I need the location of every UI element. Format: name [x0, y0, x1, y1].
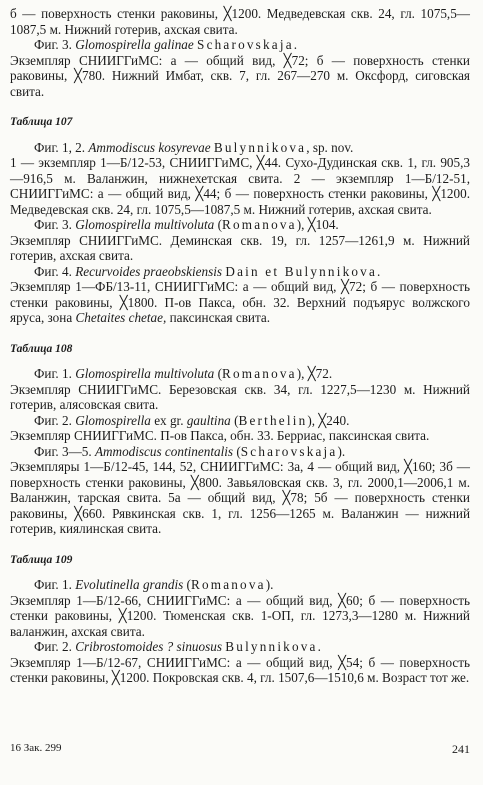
text-span: паксинская свита. — [166, 310, 271, 325]
taxon-name: Cribrostomoides ? sinuosus — [75, 639, 222, 654]
figure-caption — [10, 37, 470, 53]
text-span: Экземпляр 1—Б/12-66, СНИИГГиМС: а — общий вид, ╳60; б — поверхность стенки раковины, ╳1200. Тюменская скв. 1-ОП, гл. 1273,3—1280 м. Нижний валанжин, ахская свита. — [10, 592, 470, 639]
author-name: Scharovskaja — [197, 37, 294, 52]
text-span: ( — [214, 366, 222, 381]
text-span: Фиг. 3. — [34, 37, 76, 52]
figure-caption — [10, 217, 470, 233]
taxon-name: Chetaites chetae, — [75, 310, 167, 325]
specimen-description — [10, 155, 470, 217]
taxon-name: Glomospirella multivoluta — [75, 217, 215, 232]
figure-caption — [10, 140, 470, 156]
taxon-name: Recurvoides praeobskiensis — [75, 263, 223, 279]
text-span: Фиг. 4. — [34, 263, 76, 279]
text-span: ( — [230, 412, 239, 428]
text-span: ( — [233, 443, 241, 459]
text-span: . — [377, 263, 381, 279]
text-span: ), ╳104. — [296, 217, 339, 232]
text-span: Экземпляр 1—Б/12-67, СНИИГГиМС: а — общий вид, ╳54; б — поверхность стенки раковины, ╳1200. Покровская скв. 4, гл. 1507,6—1510,6 м. Возраст тот же. — [10, 654, 470, 685]
text-span: ), ╳72. — [296, 366, 333, 381]
text-span: ( — [183, 577, 191, 592]
taxon-name: Evolutinella grandis — [75, 577, 184, 592]
text-span: Экземпляр СНИИГГиМС: а — общий вид, ╳72; б — поверхность стенки раковины, ╳780. Нижний Имбат, скв. 7, гл. 267—270 м. Оксфорд, сиговская свита. — [10, 52, 470, 99]
text-span: Фиг. 1. — [34, 577, 76, 592]
text-span: Экземпляр СНИИГГиМС. Березовская скв. 34, гл. 1227,5—1230 м. Нижний готерив, алясовская свита. — [10, 381, 470, 412]
page-footer — [10, 742, 470, 758]
figure-caption — [10, 577, 470, 593]
figure-caption — [10, 264, 470, 280]
taxon-name: Glomospirella multivoluta — [75, 366, 215, 381]
specimen-description — [10, 279, 470, 326]
text-span: Фиг. 1. — [34, 366, 76, 381]
text-span: Экземпляр СНИИГГиМС. Деминская скв. 19, гл. 1257—1261,9 м. Нижний готерив, ахская свита. — [10, 232, 470, 263]
taxon-name: Ammodiscus kosyrevae — [88, 139, 211, 155]
text-span: Экземпляры 1—Б/12-45, 144, 52, СНИИГГиМС: 3а, 4 — общий вид, ╳160; 3б — поверхность стенки раковины, ╳800. Завьяловская скв. 3, гл. 2000,1—2006,1 м. Валанжин, тарская свита. 5а — общий вид, ╳78; 5б — поверхность стенки раковины, ╳660. Рявкинская скв. 1, гл. 1256—1265 м. Валанжин — нижний готерив, киялинская свита. — [10, 459, 470, 536]
taxon-name: Glomospirella galinae — [75, 37, 194, 52]
page-number: 241 — [452, 742, 470, 756]
text-span: ), ╳240. — [307, 412, 350, 428]
plate-heading: Таблица 108 — [10, 342, 73, 355]
taxon-name: gaultina — [186, 412, 231, 428]
author-name: Scharovskaja — [240, 443, 338, 459]
specimen-description — [10, 593, 470, 640]
specimen-description — [10, 655, 470, 686]
text-span: . — [293, 37, 298, 52]
text-span: ex gr. — [150, 412, 187, 428]
taxon-name: Ammodiscus continentalis — [94, 443, 234, 459]
author-name: Romanova — [221, 366, 297, 381]
specimen-description — [10, 382, 470, 413]
text-span: Экземпляр 1—ФБ/13-11, СНИИГГиМС: а — общий вид, ╳72; б — поверхность стенки раковины, ╳1800. П-ов Пакса, обн. 32. Верхний подъярус волжского яруса, зона — [10, 279, 470, 325]
text-span: . — [317, 639, 321, 654]
specimen-description — [10, 53, 470, 100]
figure-caption — [10, 639, 470, 655]
author-name: Romanova — [221, 217, 297, 232]
text-span: 1 — экземпляр 1—Б/12-53, СНИИГГиМС, ╳44. Сухо-Дудинская скв. 1, гл. 905,3—916,5 м. Валанжин, нижнехетская свита. 2 — экземпляр 1—Б/12-51, СНИИГГиМС: а — общий вид, ╳44; б — поверхность стенки раковины, ╳1200. Медведевская скв. 24, гл. 1075,5—1087,5 м. Нижний готерив, ахская свита. — [10, 155, 470, 217]
author-name: Dain et Bulynnikova — [225, 263, 378, 279]
text-span: ). — [265, 577, 274, 592]
specimen-description — [10, 428, 470, 444]
author-name: Berthelin — [238, 412, 308, 428]
specimen-description — [10, 459, 470, 537]
figure-caption — [10, 366, 470, 382]
plate-heading: Таблица 109 — [10, 553, 73, 566]
figure-caption — [10, 413, 470, 429]
author-name: Romanova — [190, 577, 266, 592]
text-span: Фиг. 1, 2. — [34, 139, 89, 155]
plate-heading: Таблица 107 — [10, 116, 73, 128]
document-body — [10, 6, 470, 686]
text-span: ). — [337, 443, 346, 459]
printer-signature: 16 Зак. 299 — [10, 742, 62, 754]
figure-caption — [10, 444, 470, 460]
text-span: , sp. nov. — [306, 139, 354, 155]
text-span: Фиг. 2. — [34, 639, 76, 654]
specimen-description — [10, 6, 470, 37]
text-span: Фиг. 3—5. — [34, 443, 95, 459]
text-span: Фиг. 3. — [34, 217, 76, 232]
text-span: ( — [214, 217, 222, 232]
taxon-name: Glomospirella — [75, 412, 151, 428]
author-name: Bulynnikova — [213, 139, 307, 155]
specimen-description — [10, 233, 470, 264]
text-span: Фиг. 2. — [34, 412, 76, 428]
text-span: Экземпляр СНИИГГиМС. П-ов Пакса, обн. 33. Берриас, паксинская свита. — [10, 428, 430, 443]
text-span: б — поверхность стенки раковины, ╳1200. Медведевская скв. 24, гл. 1075,5—1087,5 м. Нижний готерив, ахская свита. — [10, 6, 470, 37]
author-name: Bulynnikova — [225, 639, 318, 654]
